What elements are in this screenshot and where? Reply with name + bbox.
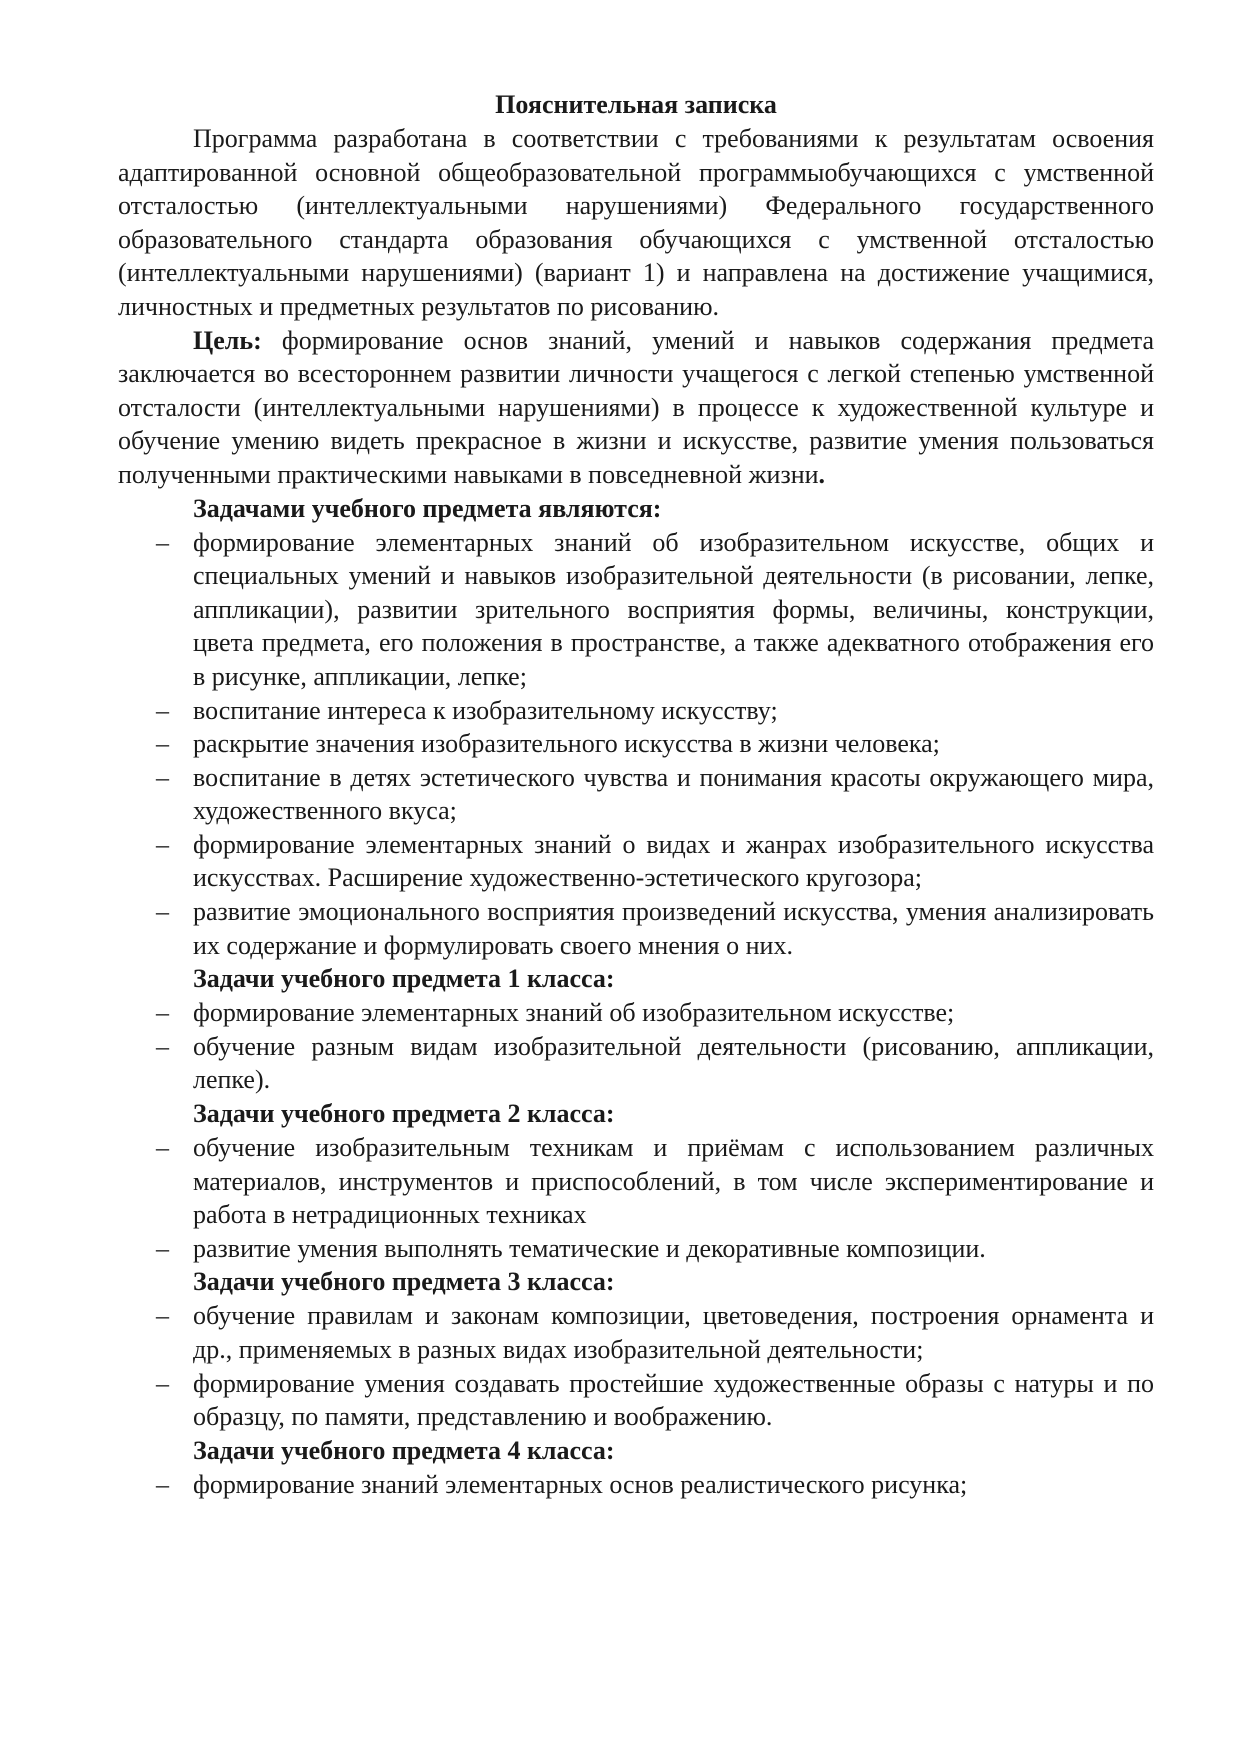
list-item	[118, 727, 1154, 761]
dash-marker: –	[156, 1301, 169, 1331]
goal-paragraph	[118, 324, 1154, 492]
document-page	[118, 88, 1154, 1501]
section-heading-grade-4: Задачи учебного предмета 4 класса:	[193, 1435, 615, 1465]
grade-3-list	[118, 1299, 1154, 1433]
dash-marker: –	[156, 1368, 169, 1398]
goal-text: формирование основ знаний, умений и навыков содержания предмета заключается во всестороннем развитии личности учащегося с легкой степенью умственной отсталости (интеллектуальными нарушениями) в процессе к художественной культуре и обучение умению видеть прекрасное в жизни и искусстве, развитие умения пользоваться полученными практическими навыками в повседневной жизни	[118, 325, 1154, 489]
dash-marker: –	[156, 1233, 169, 1263]
grade-1-list	[118, 996, 1154, 1097]
list-item	[118, 1232, 1154, 1266]
list-item	[118, 1030, 1154, 1097]
dash-marker: –	[156, 1469, 169, 1499]
list-item-text: воспитание интереса к изобразительному искусству;	[193, 695, 778, 725]
list-item	[118, 996, 1154, 1030]
intro-paragraph: Программа разработана в соответствии с требованиями к результатам освоения адаптированной основной общеобразовательной программыобучающихся с умственной отсталостью (интеллектуальными нарушениями) Федерального государственного образовательного стандарта образования обучающихся с умственной отсталостью (интеллектуальными нарушениями) (вариант 1) и направлена на достижение учащимися, личностных и предметных результатов по рисованию.	[118, 124, 1154, 321]
list-item	[118, 1468, 1154, 1502]
goals-list	[118, 526, 1154, 963]
dash-marker: –	[156, 829, 169, 859]
list-item	[118, 895, 1154, 962]
list-item-text: развитие эмоционального восприятия произведений искусства, умения анализировать их содержание и формулировать своего мнения о них.	[193, 897, 1154, 960]
list-item	[118, 1367, 1154, 1434]
list-item-text: развитие умения выполнять тематические и декоративные композиции.	[193, 1233, 986, 1263]
grade-2-list	[118, 1131, 1154, 1265]
section-heading-grade-3: Задачи учебного предмета 3 класса:	[193, 1267, 615, 1297]
goal-end: .	[818, 459, 826, 489]
section-heading-grade-1: Задачи учебного предмета 1 класса:	[193, 964, 615, 994]
grade-4-list	[118, 1468, 1154, 1502]
list-item-text: раскрытие значения изобразительного искусства в жизни человека;	[193, 729, 940, 759]
list-item	[118, 526, 1154, 694]
dash-marker: –	[156, 527, 169, 557]
list-item-text: обучение правилам и законам композиции, цветоведения, построения орнамента и др., применяемых в разных видах изобразительной деятельности;	[193, 1301, 1154, 1364]
dash-marker: –	[156, 762, 169, 792]
dash-marker: –	[156, 695, 169, 725]
list-item	[118, 828, 1154, 895]
document-title: Пояснительная записка	[495, 90, 777, 119]
list-item-text: обучение изобразительным техникам и приёмам с использованием различных материалов, инструментов и приспособлений, в том числе экспериментирование и работа в нетрадиционных техниках	[193, 1133, 1154, 1230]
list-item	[118, 761, 1154, 828]
list-item	[118, 1131, 1154, 1232]
list-item-text: формирование знаний элементарных основ реалистического рисунка;	[193, 1469, 968, 1499]
list-item-text: обучение разным видам изобразительной деятельности (рисованию, аппликации, лепке).	[193, 1031, 1154, 1095]
section-heading-grade-2: Задачи учебного предмета 2 класса:	[193, 1099, 615, 1129]
dash-marker: –	[156, 1031, 169, 1061]
dash-marker: –	[156, 998, 169, 1028]
list-item-text: формирование умения создавать простейшие художественные образы с натуры и по образцу, по памяти, представлению и воображению.	[193, 1368, 1154, 1432]
list-item	[118, 1299, 1154, 1366]
list-item-text: формирование элементарных знаний о видах и жанрах изобразительного искусства искусствах. Расширение художественно-эстетического кругозора;	[193, 829, 1154, 893]
dash-marker: –	[156, 729, 169, 759]
list-item	[118, 694, 1154, 728]
list-item-text: формирование элементарных знаний об изобразительном искусстве;	[193, 998, 955, 1028]
goal-label: Цель:	[193, 325, 262, 355]
list-item-text: воспитание в детях эстетического чувства и понимания красоты окружающего мира, художественного вкуса;	[193, 762, 1154, 826]
dash-marker: –	[156, 897, 169, 927]
dash-marker: –	[156, 1133, 169, 1163]
list-item-text: формирование элементарных знаний об изобразительном искусстве, общих и специальных умений и навыков изобразительной деятельности (в рисовании, лепке, аппликации), развитии зрительного восприятия формы, величины, конструкции, цвета предмета, его положения в пространстве, а также адекватного отображения его в рисунке, аппликации, лепке;	[193, 527, 1154, 691]
section-heading-goals: Задачами учебного предмета являются:	[193, 493, 662, 523]
